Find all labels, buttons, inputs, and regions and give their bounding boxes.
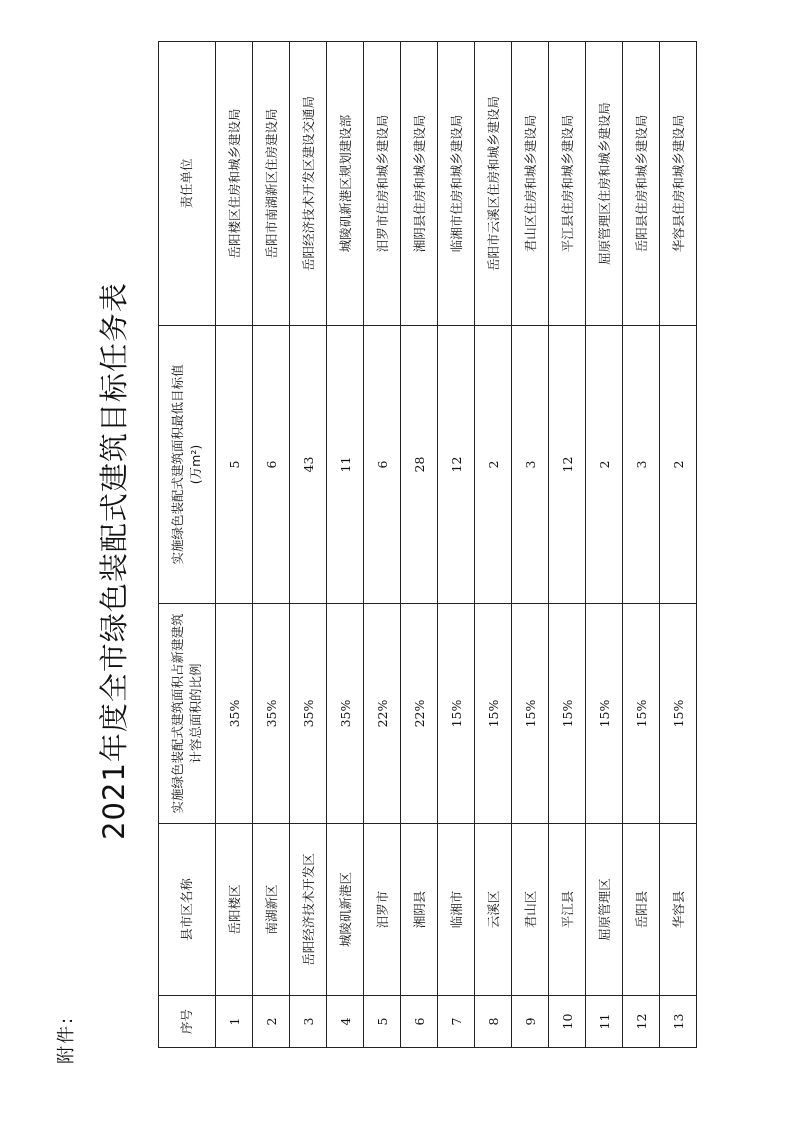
cell-name: 岳阳经济技术开发区 xyxy=(290,824,327,996)
table-row xyxy=(216,42,253,1048)
cell-ratio: 35% xyxy=(290,604,327,824)
cell-seq: 10 xyxy=(549,996,586,1048)
document-title: 2021年度全市绿色装配式建筑目标任务表 xyxy=(97,282,131,840)
cell-name: 君山区 xyxy=(512,824,549,996)
cell-name: 岳阳楼区 xyxy=(216,824,253,996)
cell-name: 城陵矶新港区 xyxy=(327,824,364,996)
table-row xyxy=(327,42,364,1048)
target-task-table xyxy=(158,41,697,1048)
cell-area: 11 xyxy=(327,326,364,604)
cell-seq: 6 xyxy=(401,996,438,1048)
cell-name: 平江县 xyxy=(549,824,586,996)
cell-ratio: 35% xyxy=(253,604,290,824)
cell-ratio: 15% xyxy=(549,604,586,824)
cell-unit: 君山区住房和城乡建设局 xyxy=(512,42,549,326)
cell-seq: 2 xyxy=(253,996,290,1048)
attachment-label: 附件: xyxy=(56,1015,77,1064)
cell-ratio: 15% xyxy=(586,604,623,824)
cell-seq: 12 xyxy=(623,996,660,1048)
cell-seq: 11 xyxy=(586,996,623,1048)
header-seq: 序号 xyxy=(159,996,216,1048)
table-row xyxy=(512,42,549,1048)
cell-area: 43 xyxy=(290,326,327,604)
cell-area: 12 xyxy=(438,326,475,604)
cell-ratio: 15% xyxy=(475,604,512,824)
cell-unit: 平江县住房和城乡建设局 xyxy=(549,42,586,326)
cell-area: 5 xyxy=(216,326,253,604)
cell-name: 汨罗市 xyxy=(364,824,401,996)
cell-unit: 岳阳经济技术开发区建设交通局 xyxy=(290,42,327,326)
cell-area: 2 xyxy=(586,326,623,604)
cell-seq: 8 xyxy=(475,996,512,1048)
table-row xyxy=(253,42,290,1048)
header-ratio: 实施绿色装配式建筑面积占新建建筑计容总面积的比例 xyxy=(159,604,216,824)
cell-area: 6 xyxy=(364,326,401,604)
cell-area: 2 xyxy=(475,326,512,604)
cell-ratio: 35% xyxy=(327,604,364,824)
cell-name: 屈原管理区 xyxy=(586,824,623,996)
table-row xyxy=(549,42,586,1048)
cell-area: 28 xyxy=(401,326,438,604)
cell-name: 岳阳县 xyxy=(623,824,660,996)
table-row xyxy=(475,42,512,1048)
cell-unit: 汨罗市住房和城乡建设局 xyxy=(364,42,401,326)
header-area-label: 实施绿色装配式建筑面积最低目标值 xyxy=(170,364,185,565)
cell-unit: 岳阳市南湖新区住房建设局 xyxy=(253,42,290,326)
cell-name: 云溪区 xyxy=(475,824,512,996)
cell-seq: 9 xyxy=(512,996,549,1048)
cell-name: 湘阴县 xyxy=(401,824,438,996)
cell-unit: 城陵矶新港区规划建设部 xyxy=(327,42,364,326)
cell-area: 6 xyxy=(253,326,290,604)
cell-unit: 屈原管理区住房和城乡建设局 xyxy=(586,42,623,326)
cell-ratio: 15% xyxy=(623,604,660,824)
cell-unit: 岳阳楼区住房和城乡建设局 xyxy=(216,42,253,326)
cell-name: 华容县 xyxy=(660,824,697,996)
cell-seq: 1 xyxy=(216,996,253,1048)
cell-ratio: 22% xyxy=(401,604,438,824)
cell-ratio: 22% xyxy=(364,604,401,824)
header-area-unit: (万m²) xyxy=(188,444,203,485)
cell-seq: 13 xyxy=(660,996,697,1048)
table-row xyxy=(364,42,401,1048)
table-row xyxy=(290,42,327,1048)
header-unit: 责任单位 xyxy=(159,42,216,326)
cell-unit: 湘阴县住房和城乡建设局 xyxy=(401,42,438,326)
header-name: 县市区名称 xyxy=(159,824,216,996)
cell-seq: 7 xyxy=(438,996,475,1048)
cell-area: 12 xyxy=(549,326,586,604)
table-row xyxy=(586,42,623,1048)
cell-seq: 4 xyxy=(327,996,364,1048)
cell-unit: 临湘市住房和城乡建设局 xyxy=(438,42,475,326)
cell-unit: 岳阳县住房和城乡建设局 xyxy=(623,42,660,326)
cell-seq: 3 xyxy=(290,996,327,1048)
cell-seq: 5 xyxy=(364,996,401,1048)
cell-ratio: 15% xyxy=(512,604,549,824)
cell-area: 3 xyxy=(512,326,549,604)
cell-ratio: 15% xyxy=(438,604,475,824)
cell-ratio: 35% xyxy=(216,604,253,824)
cell-unit: 岳阳市云溪区住房和城乡建设局 xyxy=(475,42,512,326)
cell-area: 2 xyxy=(660,326,697,604)
cell-name: 临湘市 xyxy=(438,824,475,996)
cell-area: 3 xyxy=(623,326,660,604)
cell-name: 南湖新区 xyxy=(253,824,290,996)
table-header-row xyxy=(159,42,216,1048)
table-row xyxy=(623,42,660,1048)
table-row xyxy=(660,42,697,1048)
header-area xyxy=(159,326,216,604)
cell-unit: 华容县住房和城乡建设局 xyxy=(660,42,697,326)
table-row xyxy=(401,42,438,1048)
cell-ratio: 15% xyxy=(660,604,697,824)
table-row xyxy=(438,42,475,1048)
